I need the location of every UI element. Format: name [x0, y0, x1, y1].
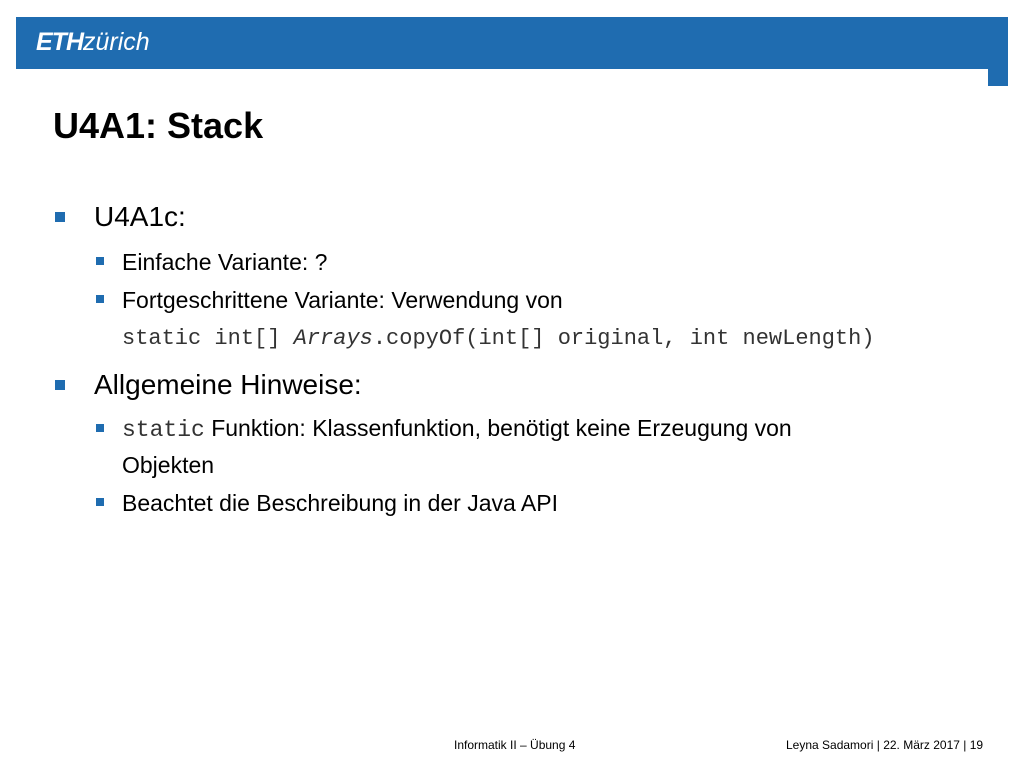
- footer-author: Leyna Sadamori: [786, 738, 874, 752]
- slide-title: U4A1: Stack: [53, 105, 264, 146]
- logo-eth-text: ETH: [36, 28, 83, 56]
- sub-bullet-square-icon: [96, 257, 104, 265]
- sub-bullet-square-icon: [96, 498, 104, 506]
- bullet-1-sub-1: Einfache Variante: ?: [122, 249, 328, 275]
- bullet-2-sub-1-continuation: Objekten: [122, 452, 215, 478]
- bullet-2-sub-1-text: Funktion: Klassenfunktion, benötigt keine Erzeugung von: [211, 415, 792, 441]
- footer-page-number: 19: [969, 738, 984, 752]
- bullet-1-sub-2: Fortgeschrittene Variante: Verwendung von: [122, 287, 563, 313]
- code-part-italic: Arrays: [293, 326, 373, 351]
- code-part-1: static int[]: [122, 326, 294, 351]
- bullet-2-sub-1: [122, 413, 792, 445]
- code-static: static: [122, 417, 205, 443]
- footer-date: 22. März 2017: [883, 738, 960, 752]
- bullet-square-icon: [55, 212, 65, 222]
- footer-meta: [786, 737, 983, 753]
- bullet-1-text: U4A1c:: [94, 201, 186, 232]
- bullet-square-icon: [55, 380, 65, 390]
- sub-bullet-square-icon: [96, 295, 104, 303]
- eth-logo: [36, 27, 150, 57]
- footer-separator: |: [876, 738, 880, 752]
- code-signature: [122, 324, 875, 354]
- bullet-2-sub-2: Beachtet die Beschreibung in der Java API: [122, 490, 559, 516]
- code-part-3: .copyOf(int[] original, int newLength): [372, 326, 875, 351]
- footer-course: Informatik II – Übung 4: [454, 738, 576, 752]
- sub-bullet-square-icon: [96, 424, 104, 432]
- bullet-2-text: Allgemeine Hinweise:: [94, 369, 362, 400]
- header-tab-right: [988, 69, 1008, 86]
- logo-zurich-text: zürich: [83, 28, 150, 56]
- header-bar: [16, 17, 1008, 69]
- footer-separator: |: [963, 738, 967, 752]
